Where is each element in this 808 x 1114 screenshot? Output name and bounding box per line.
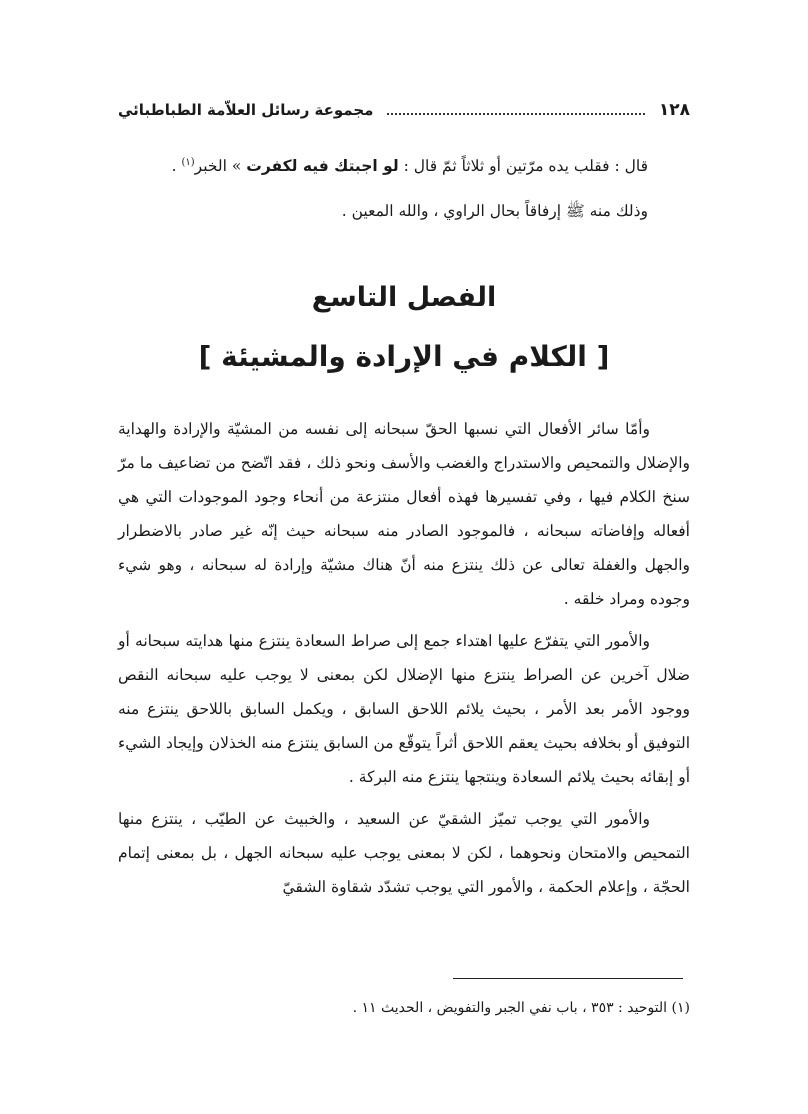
chapter-subtitle: [ الكلام في الإرادة والمشيئة ] <box>198 340 610 373</box>
footnote-mark: (١) <box>671 1000 690 1016</box>
quoted-phrase: لو اجبتك فيه لكفرت <box>246 157 399 176</box>
running-header <box>118 95 690 125</box>
paragraph: وأمّا سائر الأفعال التي نسبها الحقّ سبحانه إلى نفسه من المشيّة والإرادة والهداية والإضلال والتمحيص والاستدراج والغضب والأسف ونحو ذلك ، فقد اتّضح من تضاعيف ما مرّ سنخ الكلام فيها ، وفي تفسيرها فهذه أفعال منتزعة من أنحاء وجود الموجودات التي هي أفعاله وإفاضاته سبحانه ، فالموجود الصادر منه سبحانه حيث إنّه غير صادر بالاضطرار والجهل والغفلة تعالى عن ذلك ينتزع منه أنّ هناك مشيّة وإرادة له سبحانه ، وهو شيء وجوده ومراد خلقه . <box>118 420 691 608</box>
paragraph: والأمور التي يتفرّع عليها اهتداء جمع إلى صراط السعادة ينتزع منها هدايته سبحانه أو ضلال آخرين عن الصراط ينتزع منها الإضلال لكن بمعنى لا يوجب عليه سبحانه النقص ووجود الأمر بعد الأمر ، بحيث يلائم اللاحق السابق ، ويكمل السابق باللاحق ينتزع منه التوفيق أو بخلافه بحيث يعقم اللاحق أثراً يتوقّع من السابق ينتزع منه الخذلان وإيجاد الشيء أو إبقائه بحيث يلائم السعادة وينتجها ينتزع منه البركة . <box>118 632 690 786</box>
page-number: ١٢٨ <box>658 100 690 120</box>
body-text <box>118 412 690 912</box>
footnote-separator <box>453 978 683 979</box>
footnote-ref: (١) <box>181 157 195 168</box>
header-dot-leader <box>387 111 644 115</box>
intro-line-2: وذلك منه ﷺ إرفاقاً بحال الراوي ، والله المعين . <box>341 202 648 220</box>
book-title: مجموعة رسائل العلاّمة الطباطبائي <box>118 101 374 119</box>
footnote-text: التوحيد : ٣٥٣ ، باب نفي الجبر والتفويض ، الحديث ١١ . <box>352 1000 668 1016</box>
footnote <box>118 996 690 1020</box>
paragraph: والأمور التي يوجب تميّز الشقيّ عن السعيد ، والخبيث عن الطيّب ، ينتزع منها التمحيص والامتحان ونحوهما ، لكن لا بمعنى يوجب عليه سبحانه الجهل ، بل بمعنى إتمام الحجّة ، وإعلام الحكمة ، والأمور التي يوجب تشدّد شقاوة الشقيّ <box>118 810 690 896</box>
chapter-title: الفصل التاسع <box>311 282 497 313</box>
intro-line-1: قال : فقلب يده مرّتين أو ثلاثاً ثمّ قال : لو اجبتك فيه لكفرت » الخبر$^{(١)}$ . <box>171 157 648 176</box>
